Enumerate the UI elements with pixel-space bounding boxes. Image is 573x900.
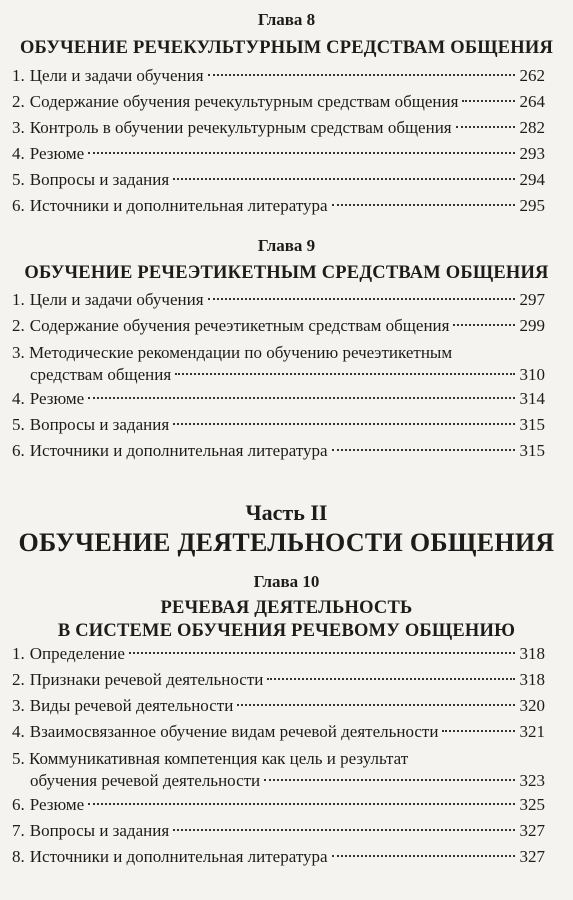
entry-page: 310 (519, 365, 545, 384)
entry-page: 325 (519, 795, 545, 814)
chapter-8-header (0, 10, 573, 59)
toc-entry[interactable] (0, 438, 573, 464)
leader-dots (208, 298, 515, 300)
part-2-title: ОБУЧЕНИЕ ДЕЯТЕЛЬНОСТИ ОБЩЕНИЯ (18, 528, 555, 557)
toc-entry[interactable] (0, 141, 573, 167)
entry-page: 321 (519, 722, 545, 741)
entry-title: Источники и дополнительная литература (29, 441, 328, 460)
entry-page: 295 (519, 196, 545, 215)
leader-dots (88, 397, 515, 399)
entry-number: 5. (12, 749, 25, 768)
entry-title-continued: обучения речевой деятельности (30, 771, 261, 790)
leader-dots (332, 204, 515, 206)
chapter-8-label: Глава 8 (257, 10, 316, 29)
toc-entry[interactable] (0, 193, 573, 219)
toc-entry[interactable] (0, 748, 573, 792)
entry-number: 8. (12, 847, 25, 866)
chapter-8-title: ОБУЧЕНИЕ РЕЧЕКУЛЬТУРНЫМ СРЕДСТВАМ ОБЩЕНИЯ (19, 38, 554, 58)
entry-title: Резюме (29, 795, 85, 814)
leader-dots (442, 730, 515, 732)
entry-number: 5. (12, 170, 25, 189)
entry-page: 282 (519, 118, 545, 137)
entry-title: Взаимосвязанное обучение видам речевой деятельности (29, 722, 439, 741)
entry-title: Источники и дополнительная литература (29, 196, 328, 215)
entry-number: 7. (12, 821, 25, 840)
entry-number: 3. (12, 696, 25, 715)
entry-title: Виды речевой деятельности (29, 696, 234, 715)
toc-entry[interactable] (0, 287, 573, 313)
entry-title: Цели и задачи обучения (29, 66, 204, 85)
leader-dots (88, 152, 515, 154)
entry-number: 6. (12, 441, 25, 460)
leader-dots (462, 100, 515, 102)
entry-title: Цели и задачи обучения (29, 290, 204, 309)
entry-title: Содержание обучения речекультурным средствам общения (29, 92, 459, 111)
entry-page: 323 (519, 771, 545, 790)
chapter-10-label: Глава 10 (253, 572, 320, 591)
leader-dots (456, 126, 515, 128)
toc-entry[interactable] (0, 313, 573, 339)
toc-entry[interactable] (0, 89, 573, 115)
entry-number: 2. (12, 670, 25, 689)
entry-title: Методические рекомендации по обучению речеэтикетным (29, 343, 453, 362)
toc-entry[interactable] (0, 412, 573, 438)
entry-page: 327 (519, 821, 545, 840)
toc-entry[interactable] (0, 667, 573, 693)
entry-page: 320 (519, 696, 545, 715)
leader-dots (173, 178, 515, 180)
part-2-header (0, 500, 573, 558)
leader-dots (237, 704, 515, 706)
toc-entry[interactable] (0, 719, 573, 745)
toc-entry[interactable] (0, 818, 573, 844)
entry-number: 1. (12, 644, 25, 663)
leader-dots (453, 324, 515, 326)
entry-number: 6. (12, 196, 25, 215)
entry-number: 4. (12, 144, 25, 163)
chapter-9-toc (0, 287, 573, 464)
leader-dots (267, 678, 515, 680)
entry-title: Признаки речевой деятельности (29, 670, 264, 689)
leader-dots (129, 652, 515, 654)
entry-page: 315 (519, 415, 545, 434)
leader-dots (208, 74, 515, 76)
entry-title: Резюме (29, 144, 85, 163)
entry-page: 297 (519, 290, 545, 309)
entry-number: 4. (12, 722, 25, 741)
entry-title: Вопросы и задания (29, 415, 170, 434)
entry-page: 318 (519, 644, 545, 663)
toc-entry[interactable] (0, 844, 573, 870)
entry-page: 299 (519, 316, 545, 335)
entry-page: 262 (519, 66, 545, 85)
leader-dots (264, 779, 515, 781)
entry-number: 4. (12, 389, 25, 408)
entry-title: Резюме (29, 389, 85, 408)
entry-title: Вопросы и задания (29, 170, 170, 189)
part-2-label: Часть II (245, 500, 328, 525)
chapter-10-title-line2: В СИСТЕМЕ ОБУЧЕНИЯ РЕЧЕВОМУ ОБЩЕНИЮ (57, 621, 516, 641)
entry-title: Содержание обучения речеэтикетным средствам общения (29, 316, 450, 335)
entry-number: 3. (12, 343, 25, 362)
chapter-10-header (0, 572, 573, 642)
entry-number: 1. (12, 66, 25, 85)
toc-entry[interactable] (0, 63, 573, 89)
entry-page: 315 (519, 441, 545, 460)
entry-title: Источники и дополнительная литература (29, 847, 328, 866)
toc-entry[interactable] (0, 342, 573, 386)
toc-entry[interactable] (0, 115, 573, 141)
toc-entry[interactable] (0, 167, 573, 193)
entry-number: 2. (12, 316, 25, 335)
entry-title: Контроль в обучении речекультурным средствам общения (29, 118, 452, 137)
entry-title: Вопросы и задания (29, 821, 170, 840)
entry-page: 294 (519, 170, 545, 189)
entry-page: 293 (519, 144, 545, 163)
leader-dots (88, 803, 515, 805)
chapter-9-label: Глава 9 (257, 236, 316, 255)
entry-title: Коммуникативная компетенция как цель и результат (29, 749, 409, 768)
entry-page: 327 (519, 847, 545, 866)
entry-number: 6. (12, 795, 25, 814)
entry-number: 5. (12, 415, 25, 434)
chapter-10-title-line1: РЕЧЕВАЯ ДЕЯТЕЛЬНОСТЬ (160, 598, 413, 618)
entry-title: Определение (29, 644, 125, 663)
entry-number: 1. (12, 290, 25, 309)
toc-entry[interactable] (0, 641, 573, 667)
leader-dots (173, 829, 515, 831)
leader-dots (332, 855, 515, 857)
chapter-8-toc (0, 63, 573, 219)
entry-page: 314 (519, 389, 545, 408)
entry-number: 3. (12, 118, 25, 137)
leader-dots (173, 423, 515, 425)
chapter-10-toc (0, 641, 573, 870)
entry-number: 2. (12, 92, 25, 111)
toc-entry[interactable] (0, 792, 573, 818)
leader-dots (175, 373, 515, 375)
chapter-9-title: ОБУЧЕНИЕ РЕЧЕЭТИКЕТНЫМ СРЕДСТВАМ ОБЩЕНИЯ (24, 263, 549, 283)
entry-page: 318 (519, 670, 545, 689)
toc-entry[interactable] (0, 386, 573, 412)
leader-dots (332, 449, 515, 451)
entry-page: 264 (519, 92, 545, 111)
entry-title-continued: средствам общения (30, 365, 172, 384)
toc-entry[interactable] (0, 693, 573, 719)
chapter-9-header (0, 236, 573, 284)
